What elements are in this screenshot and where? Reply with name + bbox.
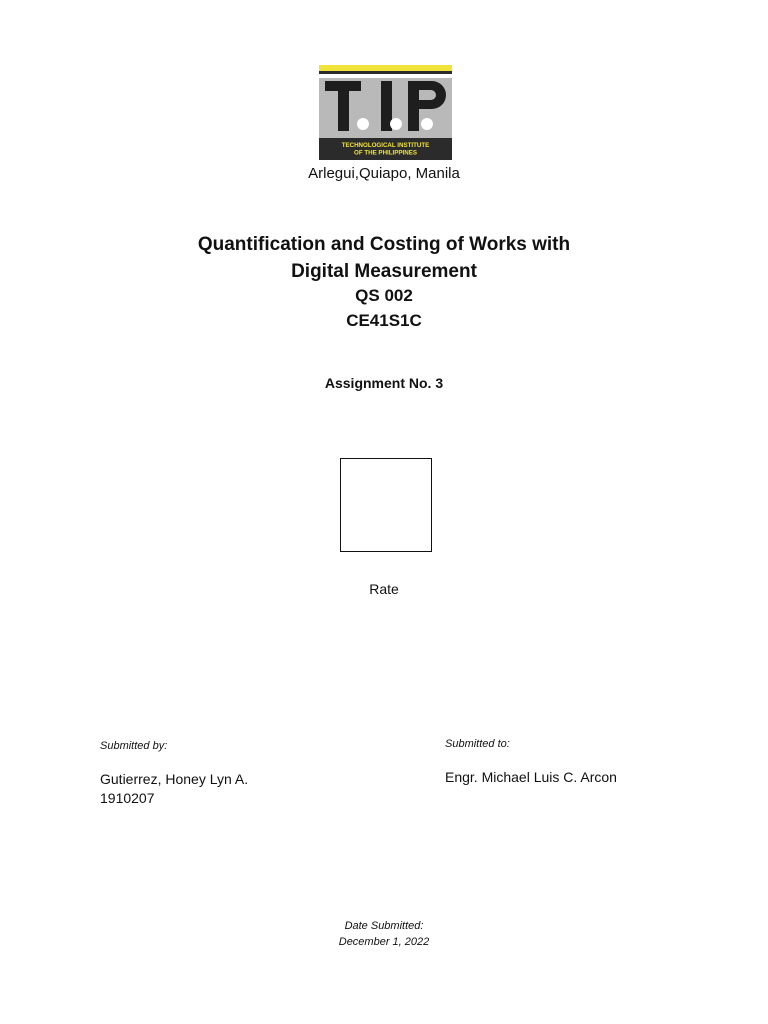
assignment-number: Assignment No. 3	[324, 375, 444, 391]
date-submitted-value: December 1, 2022	[338, 936, 430, 948]
course-title-line2: Digital Measurement	[291, 261, 477, 282]
course-title	[0, 231, 768, 285]
rate-box	[340, 458, 432, 552]
tip-logo-icon	[319, 65, 452, 160]
course-code: QS 002	[355, 286, 413, 305]
submitted-by-label: Submitted by:	[100, 740, 168, 752]
course-title-line1: Quantification and Costing of Works with	[197, 234, 571, 255]
logo-line1: TECHNOLOGICAL INSTITUTE	[341, 142, 430, 149]
logo-line2: OF THE PHILIPPINES	[354, 149, 417, 157]
rate-label: Rate	[369, 581, 399, 597]
date-submitted-label: Date Submitted:	[344, 920, 424, 932]
submitted-to-label: Submitted to:	[445, 738, 510, 750]
campus-address: Arlegui,Quiapo, Manila	[308, 165, 460, 182]
student-id: 1910207	[100, 790, 155, 806]
instructor-name: Engr. Michael Luis C. Arcon	[445, 769, 617, 785]
section-code: CE41S1C	[346, 311, 422, 330]
student-name: Gutierrez, Honey Lyn A.	[100, 771, 249, 787]
